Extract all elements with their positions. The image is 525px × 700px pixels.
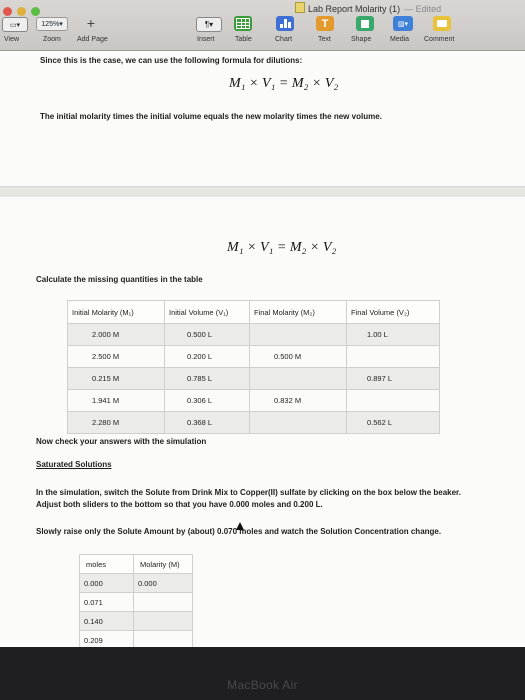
zoom-select[interactable] xyxy=(36,17,68,31)
table-cell[interactable]: 0.562 L xyxy=(347,412,440,434)
table-cell[interactable]: 2.500 M xyxy=(68,346,165,368)
table-row xyxy=(80,612,193,631)
close-window-button[interactable] xyxy=(3,7,12,16)
comment-icon xyxy=(437,20,447,27)
table-label: Table xyxy=(235,36,252,43)
comment-label: Comment xyxy=(424,36,455,43)
comment-button[interactable] xyxy=(433,16,451,31)
moles-table[interactable] xyxy=(79,554,193,650)
mouse-cursor-icon xyxy=(236,522,244,530)
table-cell[interactable]: 0.785 L xyxy=(165,368,250,390)
column-header: Initial Volume (V₁) xyxy=(165,301,250,324)
document-suffix: (1) xyxy=(389,4,401,14)
view-button[interactable] xyxy=(2,17,28,32)
simulation-instruction-3: Slowly raise only the Solute Amount by (about) 0.070 moles and watch the Solution Concentration change. xyxy=(36,527,442,536)
table-row xyxy=(68,346,440,368)
molarity-table[interactable] xyxy=(67,300,440,434)
table-cell[interactable]: 0.215 M xyxy=(68,368,165,390)
table-button[interactable] xyxy=(234,16,252,31)
table-row xyxy=(80,593,193,612)
zoom-label: Zoom xyxy=(43,36,61,43)
chevron-down-icon: ▾ xyxy=(209,20,214,29)
table-cell[interactable]: 0.209 xyxy=(80,631,134,650)
media-label: Media xyxy=(390,36,410,43)
toolbar xyxy=(0,0,525,51)
device-brand-label: MacBook Air xyxy=(227,678,298,692)
text-icon: T xyxy=(321,17,329,30)
column-header: Molarity (M) xyxy=(134,555,193,574)
table-cell[interactable]: 0.200 L xyxy=(165,346,250,368)
edited-status: — Edited xyxy=(404,4,442,14)
table-cell[interactable]: 0.071 xyxy=(80,593,134,612)
chart-label: Chart xyxy=(275,36,293,43)
table-row xyxy=(68,368,440,390)
table-cell[interactable] xyxy=(134,593,193,612)
table-cell[interactable]: 2.000 M xyxy=(68,324,165,346)
formula-explanation-text: The initial molarity times the initial volume equals the new molarity times the new volume. xyxy=(40,112,382,121)
chevron-down-icon: ▾ xyxy=(59,21,63,28)
table-row xyxy=(68,412,440,434)
table-cell[interactable]: 0.306 L xyxy=(165,390,250,412)
column-header: Final Volume (V₂) xyxy=(347,301,440,324)
dilution-formula-2: M₁ × V₁ = M₂ × V₂ xyxy=(227,240,337,255)
table-cell[interactable]: 0.000 xyxy=(80,574,134,593)
column-header: moles xyxy=(80,555,134,574)
paragraph-icon: ¶ xyxy=(204,20,210,29)
shape-button[interactable] xyxy=(356,16,374,31)
table-cell[interactable]: 1.00 L xyxy=(347,324,440,346)
table-cell[interactable]: 0.500 L xyxy=(165,324,250,346)
document-page-2[interactable] xyxy=(0,197,525,647)
zoom-value: 125% xyxy=(41,20,60,28)
saturated-solutions-heading: Saturated Solutions xyxy=(36,460,112,469)
table-icon xyxy=(236,18,250,29)
dilution-intro-text: Since this is the case, we can use the following formula for dilutions: xyxy=(40,56,303,65)
simulation-instruction-2: Adjust both sliders to the bottom so that you have 0.000 moles and 0.200 L. xyxy=(36,500,323,509)
chart-icon xyxy=(280,19,291,28)
shape-label: Shape xyxy=(351,36,372,43)
check-answers-text: Now check your answers with the simulation xyxy=(36,437,207,446)
simulation-instruction-1: In the simulation, switch the Solute from Drink Mix to Copper(II) sulfate by clicking on the box below the beaker. xyxy=(36,488,461,497)
chart-button[interactable] xyxy=(276,16,294,31)
table-cell[interactable]: 1.941 M xyxy=(68,390,165,412)
add-page-button[interactable] xyxy=(82,16,100,30)
sidebar-icon: ▭▾ xyxy=(9,21,21,29)
table-cell[interactable]: 0.368 L xyxy=(165,412,250,434)
table-row xyxy=(80,574,193,593)
table-cell[interactable] xyxy=(347,390,440,412)
shape-icon xyxy=(361,20,369,28)
media-button[interactable] xyxy=(393,16,413,31)
table-cell[interactable] xyxy=(250,412,347,434)
view-label: View xyxy=(4,36,20,43)
table-cell[interactable]: 2.280 M xyxy=(68,412,165,434)
text-button[interactable] xyxy=(316,16,334,31)
document-page-1[interactable] xyxy=(0,51,525,186)
table-row xyxy=(68,390,440,412)
image-icon: ▨▾ xyxy=(397,20,409,28)
table-cell[interactable] xyxy=(250,324,347,346)
column-header: Initial Molarity (M₁) xyxy=(68,301,165,324)
document-name: Lab Report Molarity xyxy=(308,4,387,14)
document-icon xyxy=(295,2,305,13)
zoom-window-button[interactable] xyxy=(31,7,40,16)
laptop-bezel xyxy=(0,647,525,700)
table-cell[interactable] xyxy=(134,612,193,631)
insert-button[interactable] xyxy=(196,17,222,32)
minimize-window-button[interactable] xyxy=(17,7,26,16)
window-title xyxy=(295,2,441,14)
table-cell[interactable]: 0.140 xyxy=(80,612,134,631)
table-row xyxy=(68,324,440,346)
table-cell[interactable]: 0.897 L xyxy=(347,368,440,390)
text-label: Text xyxy=(318,36,331,43)
table-cell[interactable]: 0.000 xyxy=(134,574,193,593)
insert-label: Insert xyxy=(197,36,215,43)
table-instruction: Calculate the missing quantities in the table xyxy=(36,275,203,284)
add-page-label: Add Page xyxy=(77,36,108,43)
table-cell[interactable] xyxy=(347,346,440,368)
table-cell[interactable] xyxy=(250,368,347,390)
table-cell[interactable]: 0.500 M xyxy=(250,346,347,368)
dilution-formula: M₁ × V₁ = M₂ × V₂ xyxy=(229,76,339,91)
table-cell[interactable]: 0.832 M xyxy=(250,390,347,412)
plus-icon: + xyxy=(86,15,96,31)
column-header: Final Molarity (M₂) xyxy=(250,301,347,324)
